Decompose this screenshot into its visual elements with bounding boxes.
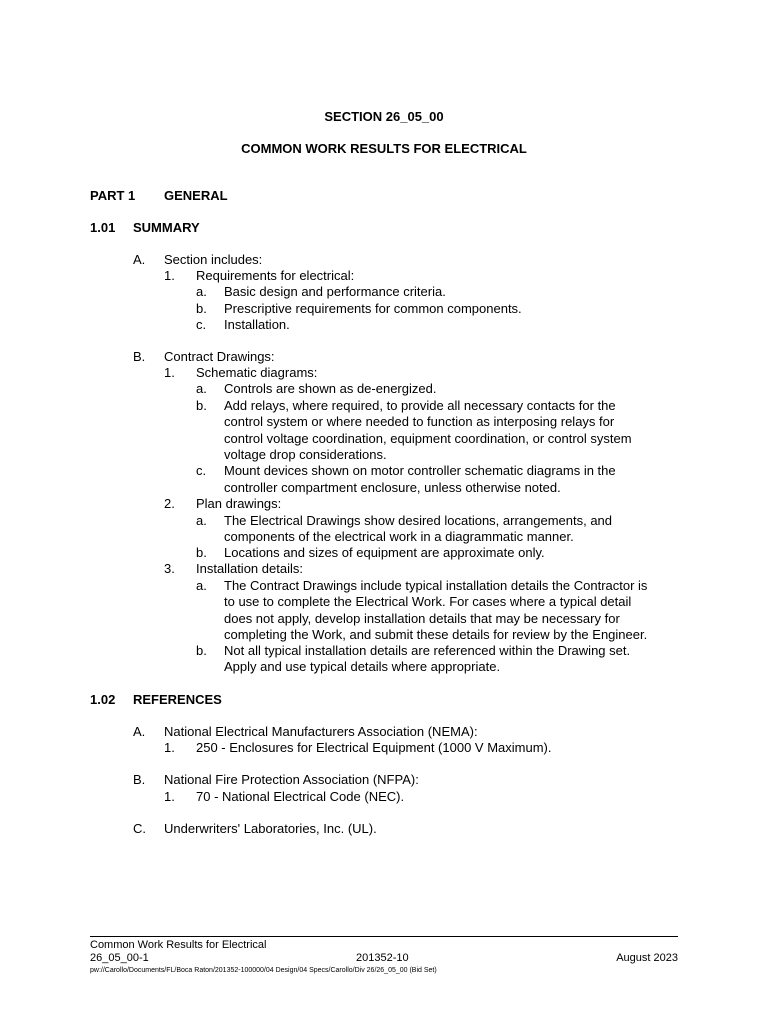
item-label: 1. [164,789,175,804]
article-number-1-02: 1.02 [90,692,116,707]
subitem-label: b. [196,545,207,560]
subitem-label: b. [196,643,207,658]
subitem-text-line: components of the electrical work in a diagrammatic manner. [224,529,574,544]
subitem-label: a. [196,513,207,528]
para-label: A. [133,724,146,739]
footer-page-number: 26_05_00-1 [90,952,149,964]
article-title-summary: SUMMARY [133,220,200,235]
subitem-text: Installation. [224,317,290,332]
subitem-text-line: The Electrical Drawings show desired locations, arrangements, and [224,513,613,528]
footer-file-path: pw://Carollo/Documents/FL/Boca Raton/201352-100000/04 Design/04 Specs/Carollo/Div 26/26_05_00 (Bid Set) [90,967,437,974]
subitem-text: Prescriptive requirements for common components. [224,301,522,316]
subitem-text: Basic design and performance criteria. [224,284,446,299]
item-text: Plan drawings: [196,496,282,511]
subitem-text-line: to use to complete the Electrical Work. For cases where a typical detail [224,594,632,609]
item-text: Installation details: [196,561,303,576]
item-text: 250 - Enclosures for Electrical Equipment (1000 V Maximum). [196,740,552,755]
subitem-label: a. [196,381,207,396]
subitem-text-line: does not apply, develop installation details that may be necessary for [224,611,620,626]
para-text: National Electrical Manufacturers Association (NEMA): [164,724,478,739]
subitem-text-line: Not all typical installation details are referenced within the Drawing set. [224,643,631,658]
subitem-label: c. [196,317,207,332]
subitem-text-line: control system or where needed to function as interposing relays for [224,414,615,429]
footer-project-number: 201352-10 [356,952,409,964]
part-number: PART 1 [90,188,136,203]
item-text: 70 - National Electrical Code (NEC). [196,789,405,804]
para-label: B. [133,772,146,787]
subitem-text-line: voltage drop considerations. [224,447,387,462]
subitem-label: b. [196,398,207,413]
subitem-text-line: control voltage coordination, equipment coordination, or control system [224,431,632,446]
para-text: Section includes: [164,252,263,267]
article-number-1-01: 1.01 [90,220,116,235]
subitem-label: a. [196,578,207,593]
subitem-label: a. [196,284,207,299]
footer-divider [90,936,678,937]
para-text: Contract Drawings: [164,349,275,364]
subitem-label: b. [196,301,207,316]
footer-title: Common Work Results for Electrical [90,939,267,951]
subitem-text-line: Apply and use typical details where appropriate. [224,659,501,674]
subitem-text-line: Mount devices shown on motor controller schematic diagrams in the [224,463,616,478]
para-label: C. [133,821,146,836]
subitem-text: Controls are shown as de-energized. [224,381,437,396]
article-title-references: REFERENCES [133,692,222,707]
para-label: B. [133,349,146,364]
subitem-text-line: Add relays, where required, to provide all necessary contacts for the [224,398,616,413]
para-text: Underwriters' Laboratories, Inc. (UL). [164,821,377,836]
item-label: 1. [164,365,175,380]
para-label: A. [133,252,146,267]
subitem-label: c. [196,463,207,478]
subitem-text-line: The Contract Drawings include typical installation details the Contractor is [224,578,648,593]
item-label: 3. [164,561,175,576]
para-text: National Fire Protection Association (NFPA): [164,772,419,787]
part-title: GENERAL [164,188,228,203]
item-label: 1. [164,740,175,755]
item-label: 2. [164,496,175,511]
item-text: Requirements for electrical: [196,268,355,283]
footer-date: August 2023 [616,952,678,964]
subitem-text: Locations and sizes of equipment are approximate only. [224,545,545,560]
item-label: 1. [164,268,175,283]
item-text: Schematic diagrams: [196,365,318,380]
section-title: COMMON WORK RESULTS FOR ELECTRICAL [241,141,527,156]
subitem-text-line: completing the Work, and submit these details for review by the Engineer. [224,627,648,642]
section-number: SECTION 26_05_00 [324,109,444,124]
subitem-text-line: controller compartment enclosure, unless otherwise noted. [224,480,561,495]
